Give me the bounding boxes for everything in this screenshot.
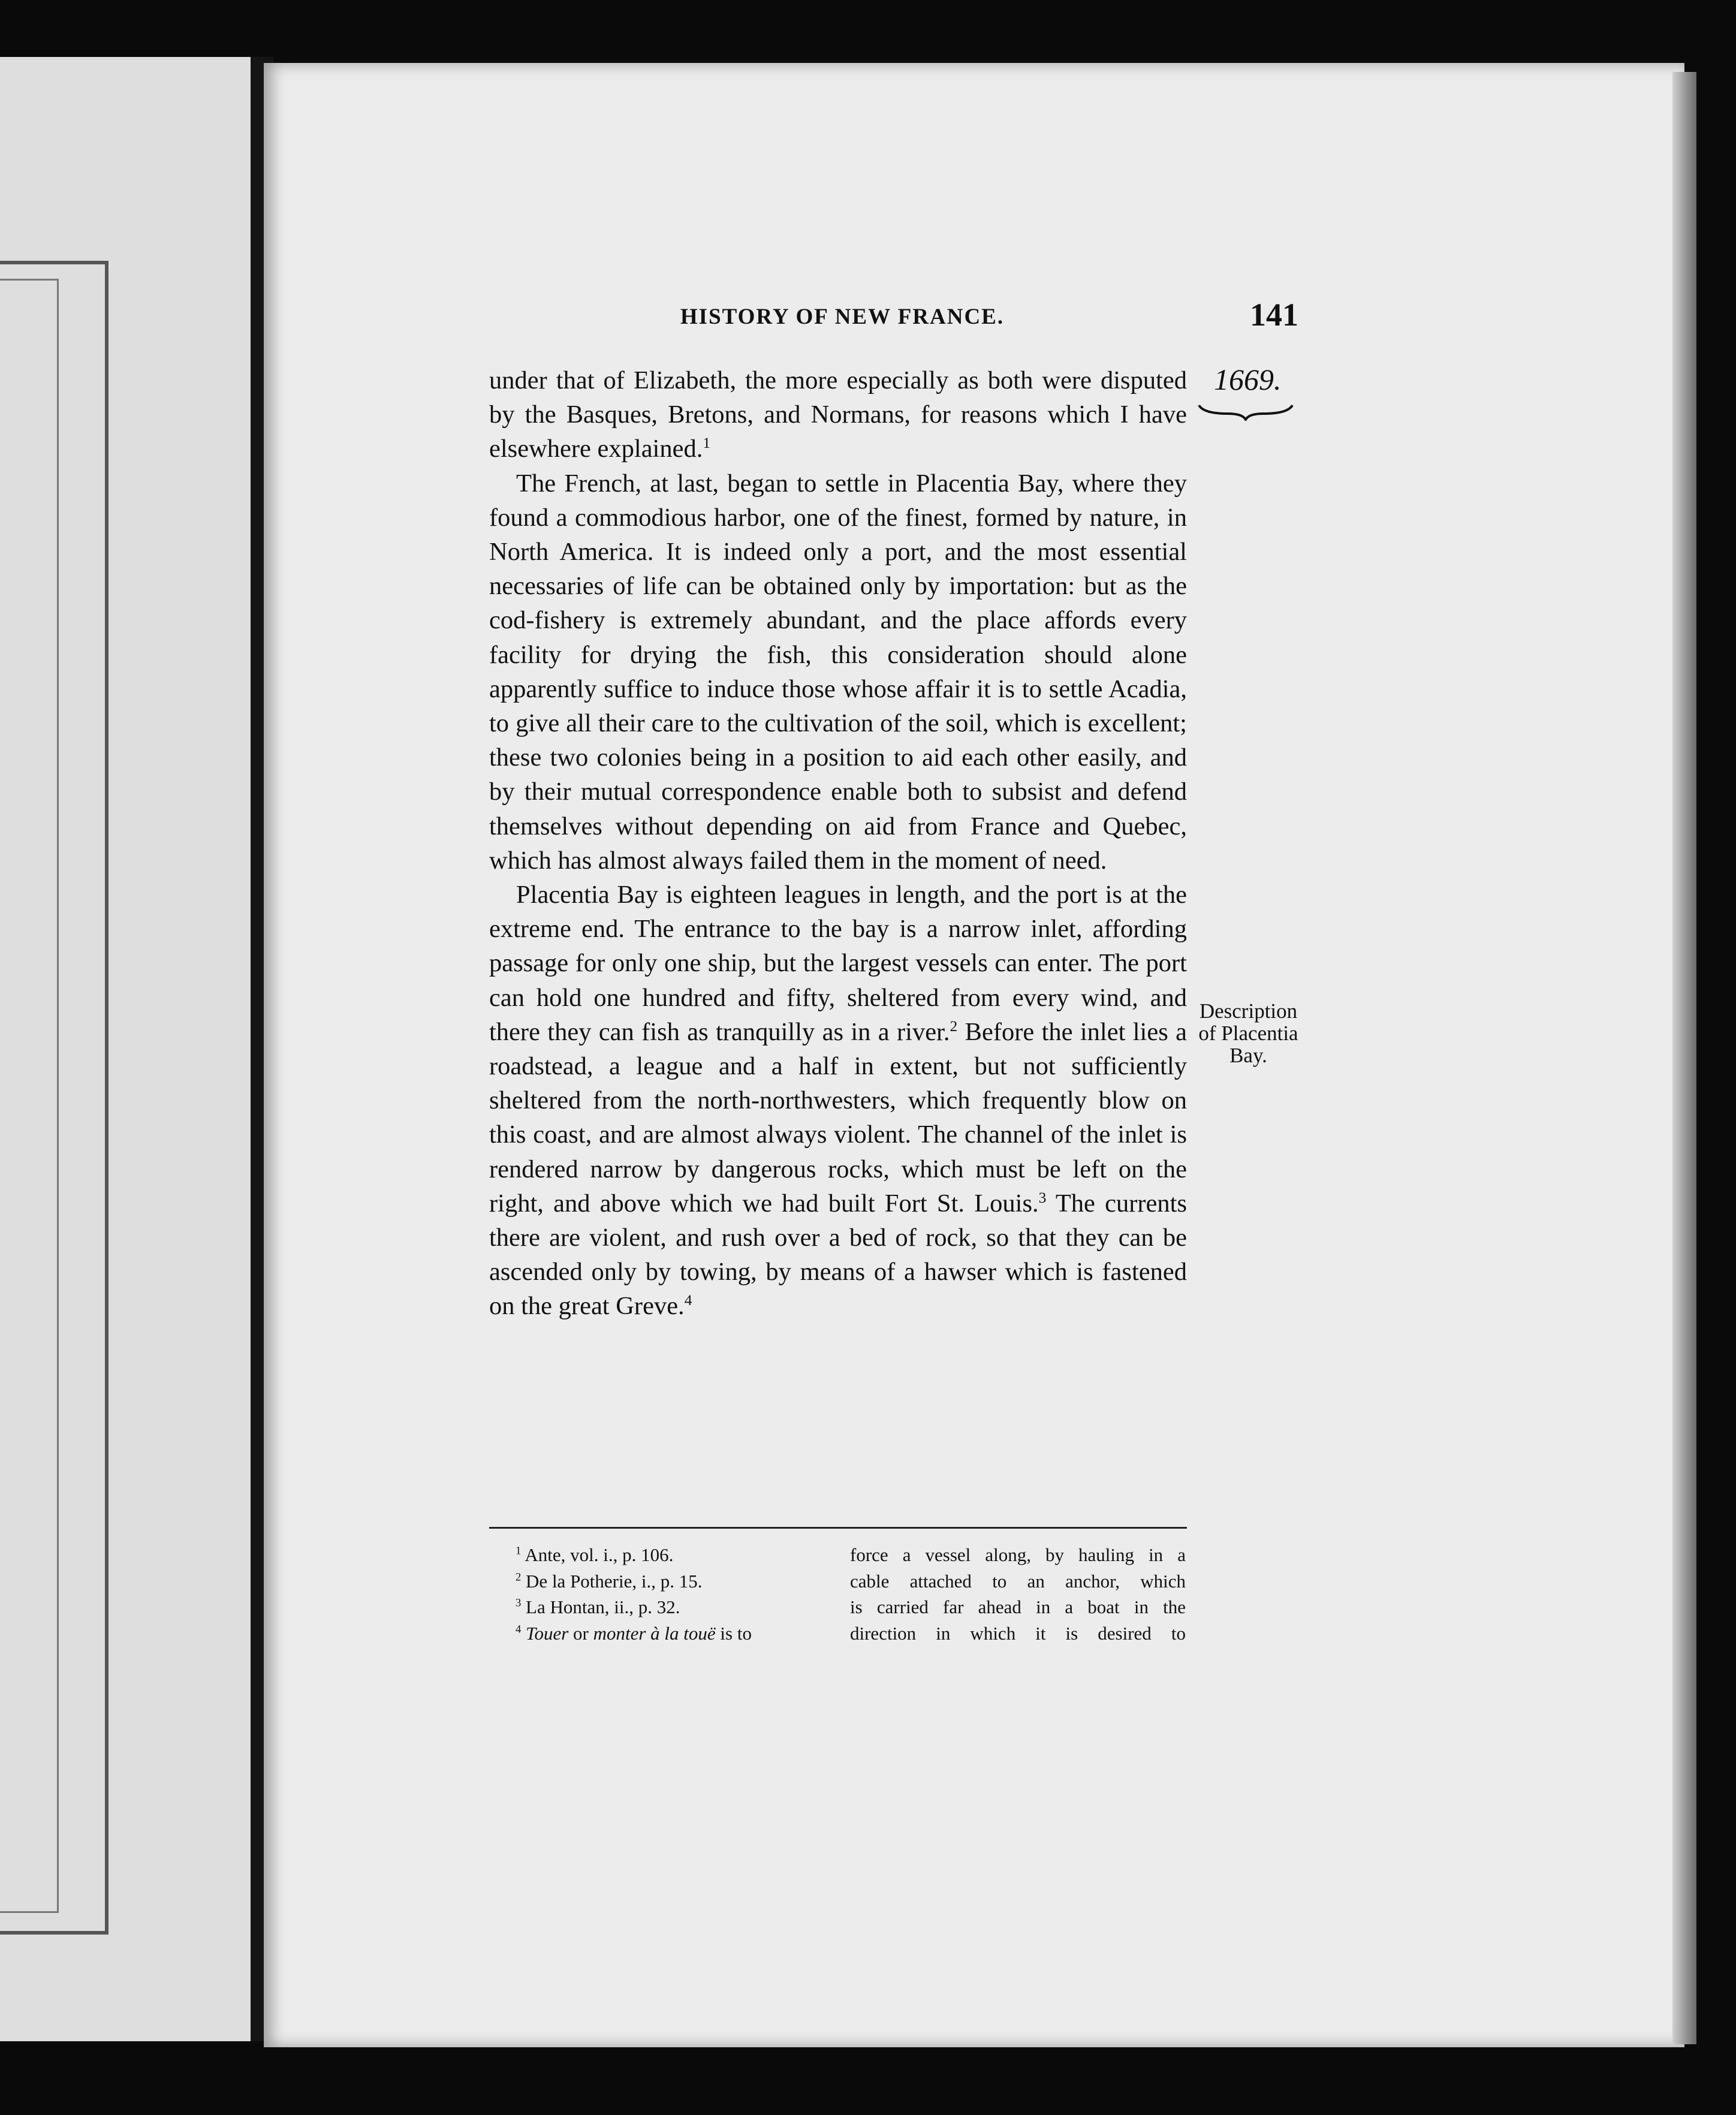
note-ref: 4 (684, 1291, 692, 1309)
paragraph: The French, at last, began to settle in Placentia Bay, where they found a commodious harbor, one of the finest, formed by nature, in North America. It is indeed only a port, and the most essential necessaries of life can be obtained only by importation: but as the cod-fishery is extremely abundant, and the place affords every facility for drying the fish, this consideration should alone apparently suffice to induce those whose affair it is to settle Acadia, to give all their care to the cultivation of the soil, which is excellent; these two colonies being in a position to aid each other easily, and by their mutual correspondence enable both to subsist and defend themselves without depending on aid from France and Quebec, which has almost always failed them in the moment of need. (489, 469, 1187, 875)
margin-note-line: Description (1199, 999, 1298, 1023)
footnote-rule (489, 1527, 1187, 1529)
footnotes-left (516, 1542, 851, 1646)
page-edge (1672, 72, 1696, 2044)
margin-note-line: Bay. (1229, 1044, 1267, 1067)
footnote: $^1$ Ante, vol. i., p. 106. (516, 1544, 674, 1565)
footnote-line: direction in which it is desired to (850, 1622, 1186, 1644)
footnotes-right (850, 1542, 1186, 1646)
footnote-line: force a vessel along, by hauling in a (850, 1544, 1186, 1565)
margin-year: 1669. (1214, 363, 1282, 396)
footnote: $^2$ De la Potherie, i., p. 15. (516, 1570, 703, 1592)
facing-page (0, 57, 251, 2041)
footnote: $^4$ Touer or monter à la touë is to (516, 1622, 752, 1644)
brace-icon (1198, 403, 1294, 421)
page-number: 141 (1250, 297, 1298, 333)
paragraph: under that of Elizabeth, the more especially as both were disputed by the Basques, Bretons, and Normans, for reasons which I have elsewhere explained.$^1$ (489, 366, 1187, 463)
footnote-line: cable attached to an anchor, which (850, 1570, 1186, 1592)
paragraph: Placentia Bay is eighteen leagues in length, and the port is at the extreme end. The entrance to the bay is a narrow inlet, affording passage for only one ship, but the largest vessels can enter. The port can hold one hundred and fifty, sheltered from every wind, and there they can fish as tranquilly as in a river.$^2$ Before the inlet lies a roadstead, a league and a half in extent, but not sufficiently sheltered from the north-northwesters, which frequently blow on this coast, and are almost always violent. The channel of the inlet is rendered narrow by dangerous rocks, which must be left on the right, and above which we had built Fort St. Louis.$^3$ The currents there are violent, and rush over a bed of rock, so that they can be ascended only by towing, by means of a hawser which is fastened on the great Greve.$^4$ (489, 881, 1188, 1321)
running-head: HISTORY OF NEW FRANCE. (680, 305, 1005, 329)
body-text (489, 363, 1187, 1324)
note-ref: 3 (1038, 1188, 1047, 1206)
footnote-line: is carried far ahead in a boat in the (850, 1596, 1186, 1617)
margin-note (1190, 1000, 1307, 1066)
note-ref: 2 (950, 1017, 958, 1035)
footnote: $^3$ La Hontan, ii., p. 32. (516, 1596, 680, 1617)
map-border-inner (0, 279, 59, 1913)
margin-note-line: of Placentia (1198, 1022, 1298, 1045)
note-ref: 1 (703, 434, 711, 452)
